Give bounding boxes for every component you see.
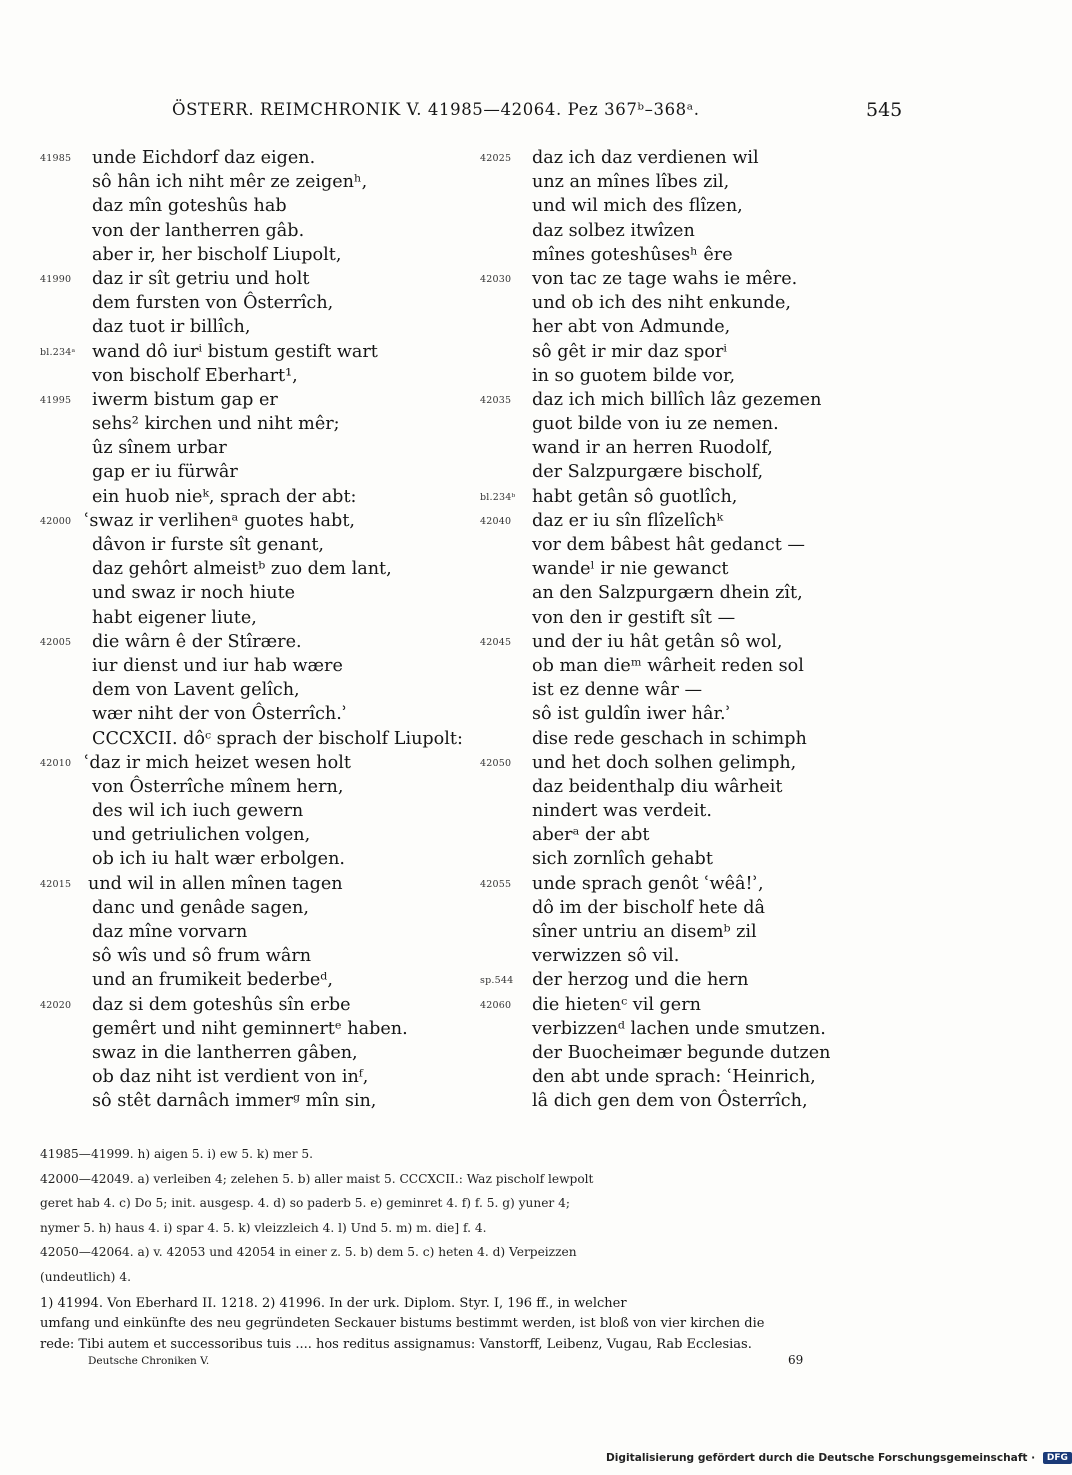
verse-line xyxy=(40,896,460,920)
verse-text: daz ir sît getriu und holt xyxy=(92,268,310,289)
verse-line xyxy=(480,847,900,871)
verse-line xyxy=(40,364,460,388)
verse-line xyxy=(40,243,460,267)
verse-text: wær niht der von Ôsterrîch.ʾ xyxy=(92,704,348,725)
verse-line xyxy=(480,388,900,412)
verse-line xyxy=(40,291,460,315)
verse-number: 41985 xyxy=(40,153,72,164)
verse-text: aberᵃ der abt xyxy=(532,825,650,846)
verse-text: daz mîn goteshûs hab xyxy=(92,196,287,217)
verse-number: sp.544 xyxy=(480,975,514,987)
verse-text: CCCXCII. dôᶜ sprach der bischolf Liupolt: xyxy=(92,728,463,749)
verse-text: von tac ze tage wahs ie mêre. xyxy=(532,268,798,289)
verse-line xyxy=(480,799,900,823)
verse-text: unde sprach genôt ʿwêâ!ʾ, xyxy=(532,873,764,894)
verse-text: sô hân ich niht mêr ze zeigenʰ, xyxy=(92,172,368,193)
verse-line xyxy=(480,194,900,218)
verse-text: den abt unde sprach: ʿHeinrich, xyxy=(532,1067,816,1088)
verse-text: an den Salzpurgærn dhein zît, xyxy=(532,583,803,604)
verse-text: aber ir, her bischolf Liupolt, xyxy=(92,244,342,265)
verse-line xyxy=(40,727,463,751)
running-title: ÖSTERR. REIMCHRONIK V. 41985—42064. Pez 367ᵇ–368ᵃ. xyxy=(172,100,700,119)
footnote-line: rede: Tibi autem et successoribus tuis .... hos reditus assignamus: Vanstorff, Leibenz, Vugau, Rab Ecclesias. xyxy=(40,1336,752,1352)
verse-text: dise rede geschach in schimph xyxy=(532,728,807,749)
verse-text: iur dienst und iur hab wære xyxy=(92,655,343,676)
verse-line xyxy=(40,920,460,944)
verse-text: ein huob nieᵏ, sprach der abt: xyxy=(92,486,357,507)
verse-text: habt eigener liute, xyxy=(92,607,257,628)
critical-apparatus xyxy=(40,1142,960,1289)
verse-line xyxy=(480,1065,900,1089)
verse-line xyxy=(40,968,460,992)
verse-text: nindert was verdeit. xyxy=(532,801,712,822)
verse-line xyxy=(40,219,460,243)
apparatus-line: geret hab 4. c) Do 5; init. ausgesp. 4. d) so paderb 5. e) geminret 4. f) f. 5. g) yuner 4; xyxy=(40,1196,570,1210)
verse-line xyxy=(480,678,900,702)
verse-text: dô im der bischolf hete dâ xyxy=(532,897,766,918)
verse-text: sô gêt ir mir daz sporⁱ xyxy=(532,341,727,362)
verse-text: des wil ich iuch gewern xyxy=(92,801,304,822)
verse-text: und swaz ir noch hiute xyxy=(92,583,296,604)
verse-number: 42025 xyxy=(480,153,512,164)
verse-line xyxy=(480,412,900,436)
verse-number: 41995 xyxy=(40,394,72,406)
verse-text: und an frumikeit bederbeᵈ, xyxy=(92,970,333,991)
verse-text: verwizzen sô vil. xyxy=(532,946,680,967)
verse-text: daz solbez itwîzen xyxy=(532,220,695,241)
verse-line xyxy=(480,944,900,968)
verse-number: 41990 xyxy=(40,273,72,285)
verse-line xyxy=(480,920,900,944)
verse-line xyxy=(40,194,460,218)
verse-text: der herzog und die hern xyxy=(532,970,749,991)
verse-text: iwerm bistum gap er xyxy=(92,389,278,410)
verse-line xyxy=(40,606,460,630)
verse-text: sô stêt darnâch immerᵍ mîn sin, xyxy=(92,1091,377,1112)
verse-text: daz gehôrt almeistᵇ zuo dem lant, xyxy=(92,559,392,580)
verse-line xyxy=(40,170,460,194)
verse-text: swaz in die lantherren gâben, xyxy=(92,1042,358,1063)
footnote-line: 1) 41994. Von Eberhard II. 1218. 2) 41996. In der urk. Diplom. Styr. I, 196 ff., in welcher xyxy=(40,1296,627,1311)
verse-line xyxy=(480,751,900,775)
verse-line xyxy=(40,775,460,799)
verse-text: in so guotem bilde vor, xyxy=(532,365,736,386)
verse-text: dâvon ir furste sît genant, xyxy=(92,535,325,555)
verse-text: sehs² kirchen und niht mêr; xyxy=(92,414,340,435)
verse-line xyxy=(480,896,900,920)
verse-text: sich zornlîch gehabt xyxy=(532,849,713,870)
verse-line xyxy=(480,315,900,339)
verse-line xyxy=(480,364,900,388)
verse-line xyxy=(40,436,460,460)
verse-line xyxy=(480,872,900,896)
funding-note xyxy=(606,1452,1072,1464)
verse-line xyxy=(480,606,900,630)
verse-text: lâ dich gen dem von Ôsterrîch, xyxy=(532,1091,808,1112)
verse-text: und wil in allen mînen tagen xyxy=(88,873,343,894)
verse-line xyxy=(480,291,900,315)
verse-line xyxy=(480,219,900,243)
funding-text: Digitalisierung gefördert durch die Deutsche Forschungsgemeinschaft · xyxy=(606,1452,1036,1464)
verse-line xyxy=(480,702,900,726)
verse-text: sô wîs und sô frum wârn xyxy=(92,946,312,967)
verse-text: und der iu hât getân sô wol, xyxy=(532,631,783,652)
verse-line xyxy=(40,702,460,726)
verse-text: gemêrt und niht geminnertᵉ haben. xyxy=(92,1018,408,1039)
verse-text: wand dô iurⁱ bistum gestift wart xyxy=(92,341,378,362)
verse-line xyxy=(480,557,900,581)
right-verse-column xyxy=(480,146,900,1114)
verse-line xyxy=(40,340,460,364)
verse-number: 42050 xyxy=(480,757,512,769)
verse-line xyxy=(40,485,460,509)
verse-line xyxy=(40,944,460,968)
verse-line xyxy=(480,727,900,751)
verse-number: 42035 xyxy=(480,394,512,406)
verse-number: 42015 xyxy=(40,878,72,890)
verse-line xyxy=(40,847,460,871)
verse-number: bl.234ᵇ xyxy=(480,491,516,503)
verse-text: wand ir an herren Ruodolf, xyxy=(532,438,773,459)
verse-text: daz er iu sîn flîzelîchᵏ xyxy=(532,510,724,531)
verse-text: von Ôsterrîche mînem hern, xyxy=(92,776,344,797)
verse-text: guot bilde von iu ze nemen. xyxy=(532,414,779,435)
series-title: Deutsche Chroniken V. xyxy=(88,1355,210,1367)
verse-line xyxy=(480,340,900,364)
verse-text: der Buocheimær begunde dutzen xyxy=(532,1042,831,1063)
verse-text: die wârn ê der Stîrære. xyxy=(92,631,302,652)
verse-line xyxy=(40,1089,460,1113)
signature-mark: 69 xyxy=(788,1353,804,1367)
verse-number: 42010 xyxy=(40,757,72,769)
verse-text: vor dem bâbest hât gedanct — xyxy=(532,535,805,555)
verse-text: der Salzpurgære bischolf, xyxy=(532,462,764,483)
verse-text: ob ich iu halt wær erbolgen. xyxy=(92,849,346,870)
verse-text: ob daz niht ist verdient von inᶠ, xyxy=(92,1067,369,1088)
verse-text: ist ez denne wâr — xyxy=(532,680,703,701)
verse-line xyxy=(40,460,460,484)
verse-number: 42030 xyxy=(480,273,512,285)
verse-line xyxy=(480,823,900,847)
verse-line xyxy=(480,581,900,605)
verse-text: sô ist guldîn iwer hâr.ʾ xyxy=(532,704,731,725)
verse-line xyxy=(40,315,460,339)
verse-line xyxy=(480,267,900,291)
verse-text: sîner untriu an disemᵇ zil xyxy=(532,922,757,942)
verse-text: und het doch solhen gelimph, xyxy=(532,752,797,773)
verse-line xyxy=(40,146,460,170)
apparatus-line: 42050—42064. a) v. 42053 und 42054 in einer z. 5. b) dem 5. c) heten 4. d) Verpeizzen xyxy=(40,1245,577,1259)
verse-line xyxy=(480,1017,900,1041)
verse-line xyxy=(40,388,460,412)
verse-text: von bischolf Eberhart¹, xyxy=(92,365,298,386)
verse-line xyxy=(40,1065,460,1089)
verse-line xyxy=(40,509,460,533)
verse-line xyxy=(40,533,460,557)
verse-line xyxy=(480,460,900,484)
verse-number: 42000 xyxy=(40,515,72,527)
verse-text: verbizzenᵈ lachen unde smutzen. xyxy=(532,1018,826,1039)
apparatus-line: 42000—42049. a) verleiben 4; zelehen 5. b) aller maist 5. CCCXCII.: Waz pischolf lewpolt xyxy=(40,1171,594,1186)
verse-line xyxy=(40,581,460,605)
page-number: 545 xyxy=(866,99,903,121)
verse-text: habt getân sô guotlîch, xyxy=(532,486,738,507)
verse-text: daz ich mich billîch lâz gezemen xyxy=(532,389,822,410)
verse-text: unde Eichdorf daz eigen. xyxy=(92,148,316,168)
footnote-line: umfang und einkünfte des neu gegründeten Seckauer bistums bestimmt werden, ist bloß von vier kirchen die xyxy=(40,1316,765,1332)
footnotes xyxy=(40,1294,960,1355)
verse-text: ob man dieᵐ wârheit reden sol xyxy=(532,655,804,676)
verse-line xyxy=(480,485,900,509)
verse-text: die hietenᶜ vil gern xyxy=(532,994,701,1015)
verse-line xyxy=(480,630,900,654)
verse-text: dem von Lavent gelîch, xyxy=(92,680,300,701)
apparatus-line: (undeutlich) 4. xyxy=(40,1269,131,1284)
verse-text: dem fursten von Ôsterrîch, xyxy=(92,293,334,314)
verse-text: daz tuot ir billîch, xyxy=(92,317,251,338)
verse-text: wandeˡ ir nie gewanct xyxy=(532,559,729,580)
verse-text: ûz sînem urbar xyxy=(92,438,227,459)
verse-text: her abt von Admunde, xyxy=(532,317,731,338)
verse-line xyxy=(40,872,460,896)
verse-text: ʿdaz ir mich heizet wesen holt xyxy=(84,752,351,773)
verse-line xyxy=(480,1089,900,1113)
verse-line xyxy=(40,678,460,702)
verse-text: daz mîne vorvarn xyxy=(92,922,248,942)
verse-line xyxy=(480,243,900,267)
verse-line xyxy=(480,436,900,460)
verse-number: 42020 xyxy=(40,999,72,1011)
verse-text: daz beidenthalp diu wârheit xyxy=(532,776,783,797)
verse-number: 42040 xyxy=(480,515,512,527)
verse-text: gap er iu fürwâr xyxy=(92,462,238,483)
verse-text: und ob ich des niht enkunde, xyxy=(532,293,791,314)
verse-line xyxy=(40,799,460,823)
dfg-logo: DFG xyxy=(1043,1452,1072,1464)
verse-number: bl.234ᵃ xyxy=(40,346,76,358)
verse-line xyxy=(40,630,460,654)
verse-line xyxy=(480,654,900,678)
verse-text: daz si dem goteshûs sîn erbe xyxy=(92,994,351,1015)
verse-text: ʿswaz ir verlihenᵃ guotes habt, xyxy=(84,510,355,531)
verse-line xyxy=(40,993,460,1017)
apparatus-line: 41985—41999. h) aigen 5. i) ew 5. k) mer 5. xyxy=(40,1147,314,1161)
verse-line xyxy=(40,751,460,775)
verse-line xyxy=(40,1041,460,1065)
left-verse-column xyxy=(40,146,463,1114)
verse-text: und wil mich des flîzen, xyxy=(532,196,743,217)
verse-text: danc und genâde sagen, xyxy=(92,897,309,918)
verse-text: von den ir gestift sît — xyxy=(532,607,736,628)
verse-line xyxy=(40,412,460,436)
verse-line xyxy=(480,533,900,557)
apparatus-line: nymer 5. h) haus 4. i) spar 4. 5. k) vleizzleich 4. l) Und 5. m) m. die] f. 4. xyxy=(40,1220,487,1235)
verse-line xyxy=(40,1017,460,1041)
verse-line xyxy=(480,146,900,170)
verse-number: 42005 xyxy=(40,636,72,648)
verse-line xyxy=(480,1041,900,1065)
verse-line xyxy=(480,170,900,194)
verse-number: 42060 xyxy=(480,999,512,1011)
verse-line xyxy=(40,267,460,291)
page-header xyxy=(0,100,1000,126)
verse-text: und getriulichen volgen, xyxy=(92,825,311,846)
verse-line xyxy=(40,557,460,581)
verse-line xyxy=(40,654,460,678)
verse-text: daz ich daz verdienen wil xyxy=(532,148,759,168)
verse-line xyxy=(480,509,900,533)
verse-line xyxy=(480,968,900,992)
verse-line xyxy=(480,993,900,1017)
verse-number: 42055 xyxy=(480,878,512,890)
verse-text: unz an mînes lîbes zil, xyxy=(532,172,730,193)
verse-text: mînes goteshûsesʰ êre xyxy=(532,244,733,265)
verse-number: 42045 xyxy=(480,636,512,648)
verse-line xyxy=(40,823,460,847)
verse-line xyxy=(480,775,900,799)
verse-text: von der lantherren gâb. xyxy=(92,220,305,241)
